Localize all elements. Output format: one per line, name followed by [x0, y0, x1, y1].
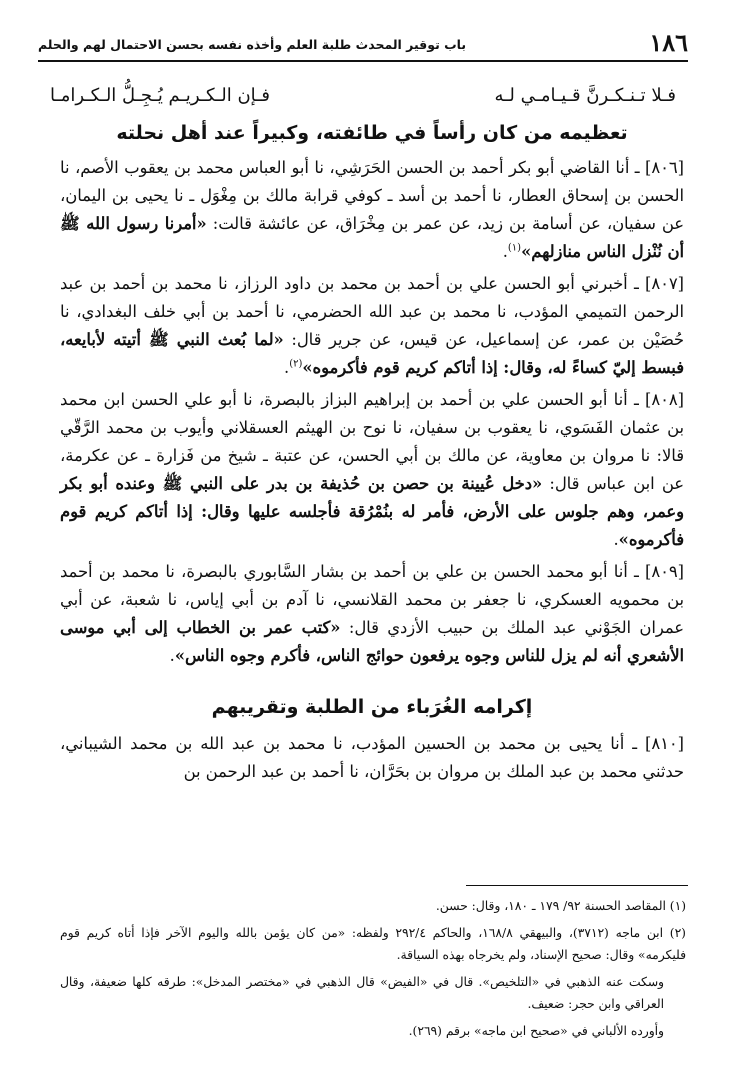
matn-text: «لما بُعث النبي ﷺ أتيته لأبايعه، فبسط إليّ كساءً له، وقال: إذا أتاكم كريم قوم فأكرموه»: [60, 330, 684, 377]
page-number: ١٨٦: [649, 28, 688, 57]
entry-number: [٨١٠]: [645, 734, 684, 753]
footnotes: [60, 895, 686, 1046]
footnote-2-continued: وسكت عنه الذهبي في «التلخيص». قال في «الفيض» قال الذهبي في «مختصر المدخل»: طرقه كلها ضعيفة، وقال العراقي وابن حجر: ضعيف.: [60, 974, 664, 1011]
isnad-text: ـ أخبرني أبو الحسن علي بن أحمد بن محمد بن داود الرزاز، نا محمد بن أحمد بن عبد الرحمن التميمي المؤدب، نا محمد بن عبد الله الحضرمي، نا أحمد بن أبي خلف البغدادي، نا حُصَيْن بن عمر، عن إسماعيل، عن قيس، عن جرير قال:: [60, 274, 685, 349]
entry-number: [٨٠٦]: [645, 158, 684, 177]
matn-text: «كتب عمر بن الخطاب إلى أبي موسى الأشعري أنه لم يزل للناس وجوه يرفعون حوائج الناس، فأكرم وجوه الناس»: [60, 618, 684, 665]
footnote-divider: [466, 885, 688, 886]
entry-tail: .: [502, 242, 508, 261]
entry-number: [٨٠٩]: [645, 562, 684, 581]
footnote-1: (١) المقاصد الحسنة ٩٢/ ١٧٩ ـ ١٨٠، وقال: حسن.: [435, 899, 686, 913]
footnote-2-continued: وأورده الألباني في «صحيح ابن ماجه» برقم (٢٦٩).: [408, 1023, 664, 1038]
running-header: [38, 30, 688, 62]
entry-number: [٨٠٨]: [645, 390, 684, 409]
entry-tail: .: [613, 530, 619, 549]
isnad-text: ـ أنا أبو محمد الحسن بن علي بن أحمد بن بشار السَّابوري بالبصرة، نا محمد بن أحمد بن محمويه العسكري، نا جعفر بن محمد القلانسي، نا آدم بن أبي إياس، نا شعبة، عن أبي عمران الجَوْني عبد الملك بن حبيب الأزدي قال:: [60, 562, 684, 637]
matn-text: «أمرنا رسول الله ﷺ أن نُنْزل الناس منازلهم»: [60, 214, 684, 261]
isnad-text: ـ أنا أبو الحسن علي بن أحمد بن إبراهيم البزاز بالبصرة، نا أبو علي الحسن ابن محمد بن عثمان الفَسَوي، نا يعقوب بن سفيان، نا نوح بن الهيثم العسقلاني وأيوب بن محمد الرَّقّي قالا: نا مروان بن معاوية، عن مالك بن أبي الحسن، عن عتبة ـ شيخ من فَزارة ـ عن عكرمة، عن ابن عباس قال:: [60, 390, 684, 493]
verse-first-hemistich: فـلا تـنـكـرنَّ قـيـامـي لـه: [494, 85, 676, 106]
matn-text: «دخل عُيينة بن حصن بن حُذيفة بن بدر على النبي ﷺ وعنده أبو بكر وعمر، وهم جلوس على الأرض، فأمر له بنُمْرُقة فأجلسه عليها وقال: إذا أتاكم كريم قوم فأكرموه»: [60, 474, 684, 549]
chapter-title: باب توقير المحدث طلبة العلم وأخذه نفسه بحسن الاحتمال لهم والحلم: [38, 37, 467, 52]
hadith-entry: [60, 730, 684, 786]
hadith-entry: [60, 154, 684, 266]
footnote-2: (٢) ابن ماجه (٣٧١٢)، والبيهقي ١٦٨/٨، والحاكم ٢٩٢/٤ ولفظه: «من كان يؤمن بالله واليوم الآخر فإذا أتاه كريم قوم فليكرمه» وقال: صحيح الإسناد، ولم يخرجاه بهذه السياقة.: [60, 925, 686, 962]
section-heading: تعظيمه من كان رأساً في طائفته، وكبيراً عند أهل نحلته: [116, 122, 628, 144]
footnote-ref[interactable]: (٢): [289, 358, 303, 370]
entry-number: [٨٠٧]: [645, 274, 684, 293]
isnad-text: ـ أنا يحيى بن محمد بن الحسين المؤدب، نا محمد بن عبد الله بن محمد الشيباني، حدثني محمد بن عبد الملك بن مروان بن بحَرَّان، نا أحمد بن عبد الرحمن بن: [60, 734, 684, 781]
hadith-entry: [60, 270, 684, 382]
entry-tail: .: [284, 358, 290, 377]
entry-tail: .: [169, 646, 175, 665]
verse-second-hemistich: فـإن الـكـريـم يُـجِـلُّ الـكـرامـا: [50, 85, 271, 106]
main-text: [60, 112, 684, 790]
hadith-entry: [60, 558, 684, 670]
hadith-entry: [60, 386, 684, 554]
isnad-text: ـ أنا القاضي أبو بكر أحمد بن الحسن الحَرَشِي، نا أبو العباس محمد بن يعقوب الأصم، نا الحسن بن إسحاق العطار، نا أحمد بن أسد ـ كوفي قرابة مالك بن مِغْوَل ـ نا يحيى بن اليمان، عن سفيان، عن أسامة بن زيد، عن عمر بن مِخْرَاق، عن عائشة قالت:: [60, 158, 684, 233]
poem-verse: [50, 80, 676, 112]
section-heading: إكرامه الغُرَباء من الطلبة وتقريبهم: [211, 696, 533, 718]
footnote-ref[interactable]: (١): [507, 242, 522, 254]
